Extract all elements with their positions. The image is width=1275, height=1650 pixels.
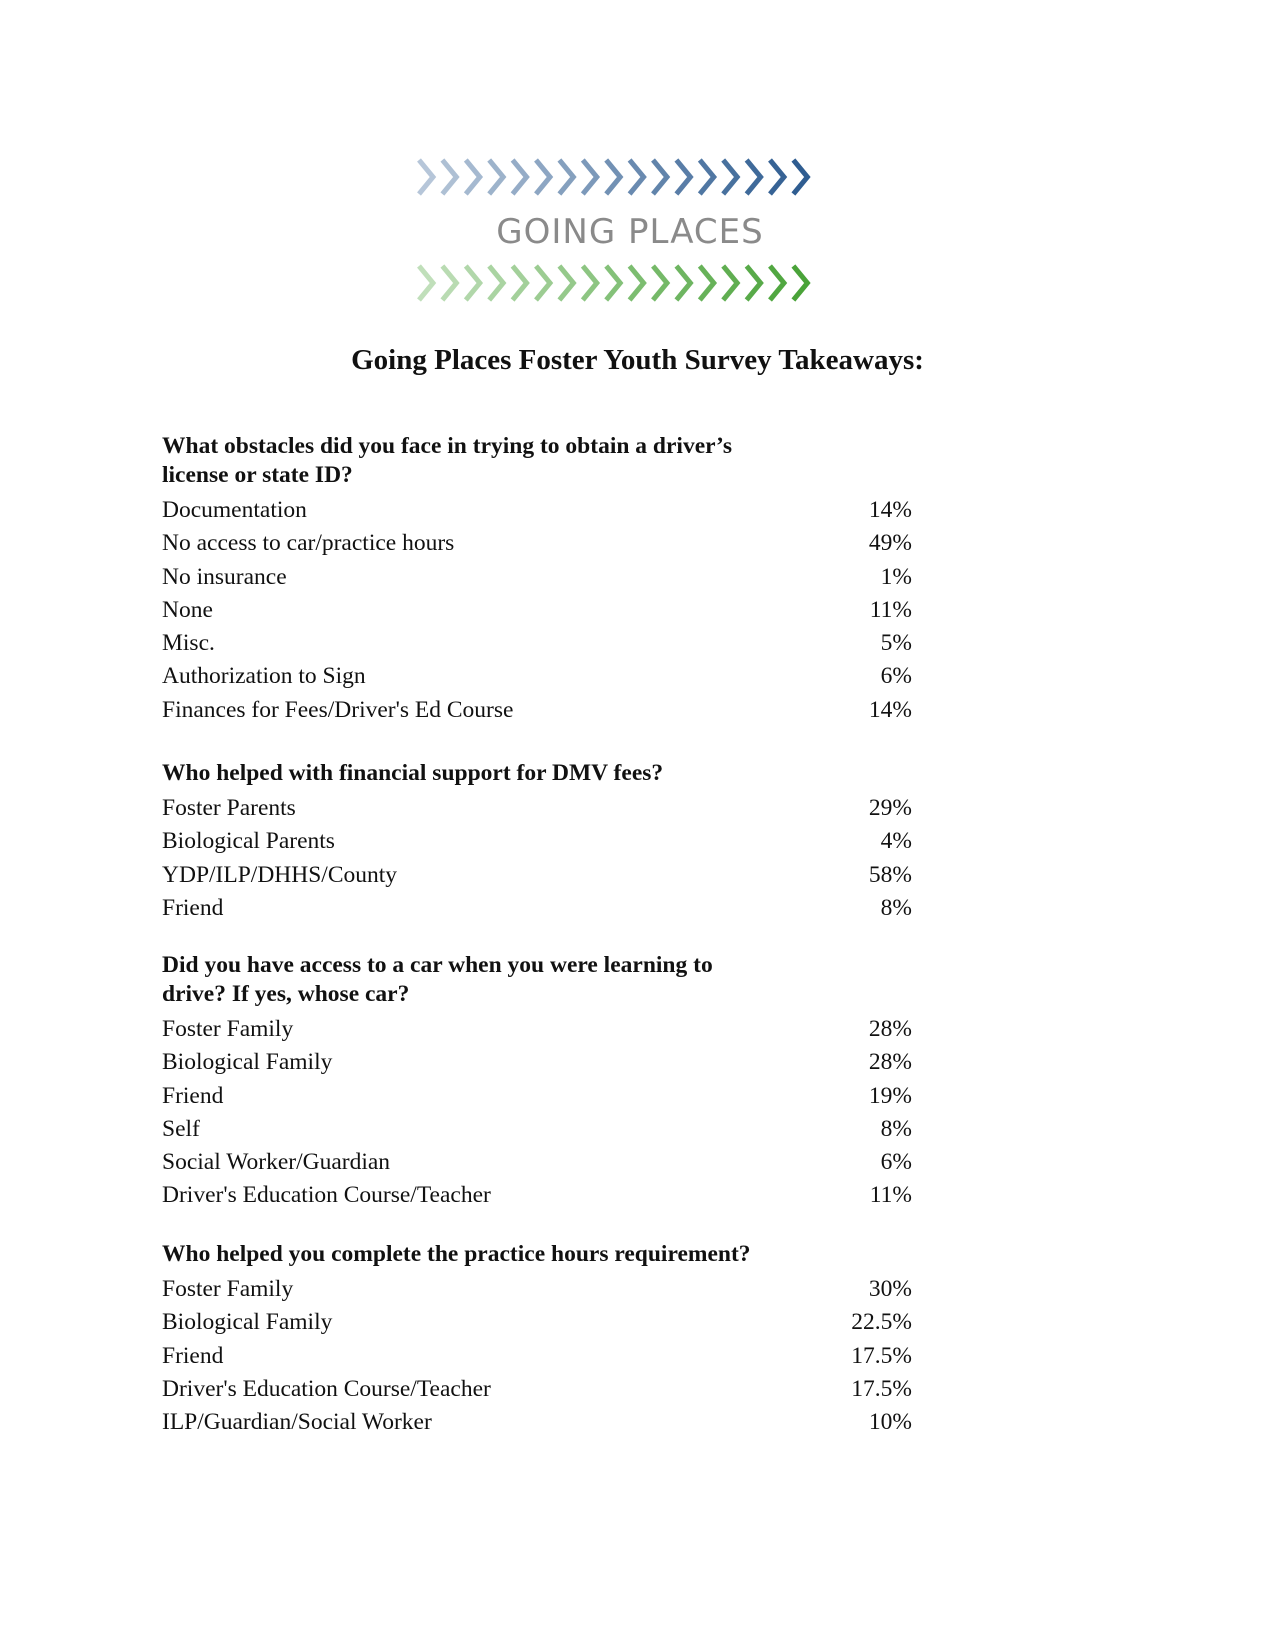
chevron-mark [676,160,690,194]
row-value: 14% [868,696,912,723]
row-label: YDP/ILP/DHHS/County [162,861,398,888]
chevron-mark [466,160,480,194]
obstacles-section [162,432,912,727]
row-label: Self [162,1115,200,1142]
row-label: Foster Parents [162,795,296,821]
chevron-mark [559,266,573,300]
row-value: 19% [868,1082,912,1109]
row-label: No access to car/practice hours [162,530,455,557]
chevron-mark [419,160,433,194]
chevron-mark [653,160,667,194]
chevron-mark [723,266,737,300]
row-value: 4% [880,828,912,855]
table-row [162,527,912,560]
table-row [162,1273,912,1306]
chevron-mark [583,266,597,300]
row-value: 11% [869,596,912,623]
row-value: 17.5% [851,1342,912,1369]
table-row [162,859,912,892]
table-row [162,1046,912,1079]
practice-hours-section [162,1240,912,1439]
row-value: 29% [868,795,912,821]
row-label: Biological Family [162,1309,333,1336]
row-value: 10% [868,1409,912,1436]
table-row [162,1146,912,1179]
row-label: None [162,596,213,623]
row-label: Documentation [162,497,307,523]
row-value: 11% [869,1182,912,1209]
row-label: ILP/Guardian/Social Worker [162,1409,432,1436]
row-value: 5% [880,630,912,657]
row-label: Social Worker/Guardian [162,1149,391,1176]
table-row [162,1406,912,1439]
row-label: Finances for Fees/Driver's Ed Course [162,696,514,723]
row-value: 30% [868,1276,912,1302]
row-label: Biological Family [162,1049,333,1076]
table-row [162,1373,912,1406]
table-row [162,792,912,825]
table-row [162,561,912,594]
chevron-mark [770,266,784,300]
logo-text: GOING PLACES [496,212,764,252]
row-value: 6% [880,663,912,690]
row-value: 8% [880,1115,912,1142]
row-label: Authorization to Sign [162,663,366,690]
row-value: 49% [868,530,912,557]
row-value: 58% [868,861,912,888]
green-chevrons-icon [415,258,845,308]
chevron-mark [419,266,433,300]
table-row [162,660,912,693]
row-label: Biological Parents [162,828,335,855]
chevron-mark [442,266,456,300]
chevron-mark [513,266,527,300]
chevron-mark [489,160,503,194]
row-label: Driver's Education Course/Teacher [162,1182,491,1209]
table-row [162,1340,912,1373]
row-value: 1% [880,563,912,590]
chevron-mark [630,266,644,300]
car-access-section [162,951,912,1213]
section-question: What obstacles did you face in trying to obtain a driver’s license or state ID? [162,433,733,488]
row-value: 28% [868,1049,912,1076]
row-value: 8% [880,894,912,921]
row-label: Driver's Education Course/Teacher [162,1375,491,1402]
table-row [162,1013,912,1046]
chevron-mark [700,160,714,194]
chevron-mark [513,160,527,194]
chevron-mark [793,266,807,300]
chevron-mark [536,266,550,300]
row-label: No insurance [162,563,287,590]
chevron-mark [606,266,620,300]
dmv-fees-section [162,759,912,925]
section-question: Who helped you complete the practice hours requirement? [162,1241,751,1267]
row-value: 17.5% [851,1375,912,1402]
chevron-mark [747,160,761,194]
row-label: Misc. [162,630,215,657]
chevron-mark [489,266,503,300]
row-value: 6% [880,1149,912,1176]
chevron-mark [536,160,550,194]
chevron-mark [676,266,690,300]
chevron-mark [606,160,620,194]
chevron-mark [770,160,784,194]
chevron-mark [630,160,644,194]
chevron-mark [653,266,667,300]
going-places-logo [415,152,845,312]
row-label: Foster Family [162,1276,294,1302]
chevron-mark [700,266,714,300]
chevron-mark [442,160,456,194]
chevron-mark [583,160,597,194]
chevron-mark [559,160,573,194]
row-label: Friend [162,1082,224,1109]
table-row [162,1179,912,1212]
blue-chevrons-icon [415,152,845,202]
row-label: Foster Family [162,1016,294,1042]
table-row [162,892,912,925]
section-question: Who helped with financial support for DMV fees? [162,760,664,786]
section-question: Did you have access to a car when you were learning to drive? If yes, whose car? [162,952,713,1007]
row-value: 28% [868,1016,912,1042]
row-value: 14% [868,497,912,523]
chevron-mark [723,160,737,194]
row-label: Friend [162,894,224,921]
table-row [162,694,912,727]
table-row [162,494,912,527]
chevron-mark [793,160,807,194]
chevron-mark [466,266,480,300]
document-title: Going Places Foster Youth Survey Takeaways: [351,344,924,376]
table-row [162,825,912,858]
row-value: 22.5% [851,1309,912,1336]
chevron-mark [747,266,761,300]
row-label: Friend [162,1342,224,1369]
table-row [162,627,912,660]
table-row [162,1080,912,1113]
table-row [162,1113,912,1146]
table-row [162,1306,912,1339]
table-row [162,594,912,627]
